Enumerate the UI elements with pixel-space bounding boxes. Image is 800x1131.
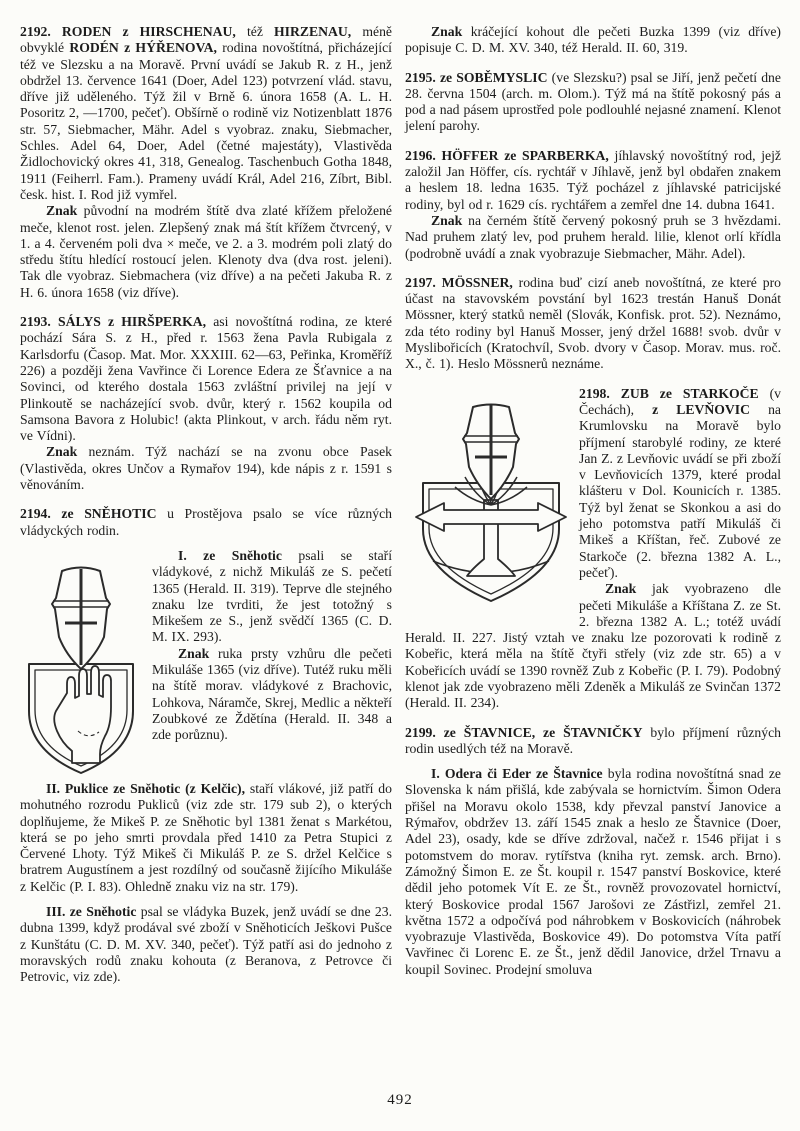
bold-text: HIRZENAU, (274, 24, 352, 39)
body-text: staří vlákové, již patří do mohutného rozrodu Pukliců (viz zde str. 179 sub 2), o kterých doplňujeme, že Mikeš P. ze Sněhotic byl 1381 ženat s Markétou, která se po jeho smrti provdala před 1410 za Petra Stupici z Červené Lhoty. Týž Mikeš či Mikuláš P. ze S. držel Kelčice s bratrem Augustínem a jest rozdílný od současně žijícího Mikuláše z Kelčic (P. I. 83). Ohledně znaku viz na str. 179). (20, 780, 392, 894)
item-III-ze-snehotic (20, 904, 392, 985)
bold-text: RODÉN z HÝŘENOVA, (69, 40, 217, 56)
body-text: neznám. Týž nachází se na zvonu obce Pasek (Vlastivěda, okres Unčov a Rymařov 194), kde nápis z r. 1591 s věnováním. (20, 444, 392, 493)
item-I-ze-snehotic (20, 548, 392, 646)
bold-text: 2199. ze ŠTAVNICE, ze ŠTAVNIČKY (405, 724, 643, 740)
znak-2196 (405, 213, 781, 262)
bold-text: 2193. SÁLYS z HIRŠPERKA, (20, 314, 207, 330)
right-column (405, 24, 781, 985)
body-text: ruka prsty vzhůru dle pečeti Mikuláše 1365 (viz dříve). Tutéž ruku měli na štítě morav. vládykové z Brachovic, Lohkova, Náramče, Skrej, Medlic a někteří Zoubkové ze Ždětína (Herald. II. 348 a zde porůznu). (152, 645, 392, 743)
helm-and-arrow-shield-drawing (413, 403, 569, 611)
body-text: byla rodina novoštítná snad ze Slovenska k nám přišlá, kde zabývala se hornictvím. Šimon Odera přišel na Moravu okolo 1538, kdy převzal panství Janovice a Rýmařov, obdržev 13. září 1545 znak a heslo ze Štavnice (Doer, Adel 23), osady, kde se dříve zdržoval, načež r. 1546 přijat i s potomstvem do morav. rytířstva (kniha ryt. zemsk. arch. Brno). Zámožný Šimon E. ze Št. koupil r. 1547 panství Boskovice, které dědil jeho potomek Vít E. ze Št., rovněž provozovatel hornictví, který Boskovice prodal 1567 Jarošovi ze Zástřizl, zemřel 21. května 1572 a odpočívá pod náhrobkem v Boskovicích (náhrobek vyobrazuje Vlastivěda, Boskovice 49). Do potomstva Víta patří Vavřinec či Lorenc E. ze Št., jenž dědil Janovice, držel Trnavu a koupil Sovinec. Prodejní smoluva (405, 766, 781, 977)
entry-2196 (405, 148, 781, 213)
bold-text: Znak (46, 444, 78, 460)
body-text: psal se vládyka Buzek, jenž uvádí se dne 23. dubna 1399, když prodával své zboží v Sněhoticích Ješkovi Pušce z Kunštátu (C. D. M. XV. 340, pečeť). Týž patří asi do jednoho z moravských rodů znaku kohouta (z Beranova, z Petrovce či Petrovic, viz zde). (20, 903, 392, 985)
bold-text: Znak (605, 581, 637, 597)
znak-2192 (20, 203, 392, 301)
entry-2199 (405, 725, 781, 758)
entry-2197 (405, 275, 781, 373)
entry-2194 (20, 506, 392, 539)
left-column (20, 24, 392, 985)
body-text: rodina novoštítná, přicházející též ve Slezsku a na Moravě. První uvádí se Jakub R. z H., jenž obdržel 13. července 1641 (Doer, Adel 123) potvrzení vlád. stavu, dříve již uděleného. Týž žil v Brně 6. února 1658 (A. L. H. Posoritz 2, —1700, pečeť). Obšírně o rodině viz Notizenblatt 1876 str. 57, Siebmacher, Mähr. Adel s vyobraz. znaku, Siebmacher, Schles. Adel 64, Doer, Adel (četné majestáty), Vlastivěda Židlochovický okres 41, 318, Genealog. Taschenbuch Gotha 1848, 1911 (Feiherrl. Fam.). Prameny uvádí Král, Adel 216, Zíbrt, Bibl. česk. hist. I. Rod již vymřel. (20, 40, 392, 202)
bold-text: Znak (431, 212, 463, 228)
body-text: původní na modrém štítě dva zlaté křížem přeložené meče, klenot rost. jelen. Zlepšený znak má štít křížem čtvrcený, v 1. a 4. červeném poli dva × meče, ve 2. a 3. modrém poli zlatý do středu štítu hledící rostoucí jelen. Klenoty dva (dva rost. jeleni). Tak dle vyobraz. Siebmachera (viz dříve) a na pečeti Jakuba R. z H. 6. února 1658 (viz dříve). (20, 203, 392, 300)
bold-text: Znak (46, 203, 78, 219)
page-number: 492 (387, 1092, 413, 1108)
bold-text: 2197. MÖSSNER, (405, 274, 513, 290)
body-text: bylo příjmení různých rodin usedlých též na Moravě. (405, 724, 781, 756)
body-text: jíhlavský novoštítný rod, jejž založil Jan Höffer, cís. rychtář v Jíhlavě, jenž byl obdařen znakem a heslem 18. ledna 1635. Týž pocházel z jíhlavské patricijské rodiny, byl od r. 1629 cís. rychtářem a zemřel dne 14. dubna 1641. (405, 147, 781, 212)
bold-text: III. ze Sněhotic (46, 903, 137, 919)
bold-text: II. Puklice ze Sněhotic (z Kelčic), (46, 780, 246, 796)
bold-text: Znak (431, 24, 463, 39)
body-text: na Krumlovsku na Moravě bylo příjmení starobylé rodiny, ze které Jan Z. z Levňovic uvádí se při zboží v Levňovicích 1379, které prodal klášteru v Dol. Kounicích r. 1385. Týž byl ženat se Skonkou a asi do jeho potomstva patří Mikuláš či Mikeš a Kříštan, řeč. Zubové ze Starkoče (2. března 1382 A. L., pečeť). (579, 401, 781, 580)
body-text: psali se staří vládykové, z nichž Mikuláš ze S. pečetí 1365 (Herald. II. 319). Teprve dle stejného znaku lze tvrditi, že jest totožný s Mikešem ze S., jenž svědčí 1365 (C. D. M. IX. 293). (152, 547, 393, 645)
item-II-puklice (20, 781, 392, 895)
body-text: rodina buď cizí aneb novoštítná, ze které pro účast na stavovském povstání byl 1623 trestán Hanuš Donát Mössner, který statků neměl (Slovák, Konfisk. prot. 52). Neznámo, zda této rodiny byl Hanuš Mosser, jený držel 1688! svob. dvůr v Myslibořicích (Kratochvíl, Svob. dvory v Časop. Morav. mus. roč. X., č. 1). Heslo Mössnerů neznáme. (405, 274, 781, 372)
entry-2193 (20, 314, 392, 444)
body-text: též (235, 24, 275, 39)
body-text: kráčející kohout dle pečeti Buzka 1399 (viz dříve) popisuje C. D. M. XV. 340, též Herald. II. 60, 319. (405, 24, 781, 56)
bold-text: I. Odera či Eder ze Štavnice (431, 766, 603, 782)
bold-text: 2194. ze SNĚHOTIC (20, 506, 157, 522)
bold-text: z LEVŇOVIC (652, 401, 751, 417)
bold-text: I. ze Sněhotic (178, 547, 282, 563)
coat-of-arms-helm-over-shield-with-double-arrow-and-plant (413, 403, 569, 611)
item-I-odera (405, 766, 781, 978)
bold-text: 2195. ze SOBĚMYSLIC (405, 69, 548, 85)
body-text: na černém štítě červený pokosný pruh se 3 hvězdami. Nad pruhem zlatý lev, pod pruhem herald. lilie, klenot orlí křídla (podrobně uvádí a znak vyobrazuje Siebmacher, Mähr. Adel). (405, 212, 781, 261)
bold-text: Znak (178, 645, 210, 661)
entry-2195 (405, 70, 781, 135)
helm-and-hand-shield-drawing (22, 565, 140, 777)
body-text: jak vyobrazeno dle pečeti Mikuláše a Kříštana Z. ze St. 2. března 1382 A. L.; totéž uvádí Herald. II. 227. Jistý vztah ve znaku lze pozorovati k rodině z Kobeřic, která měla na štítě čtyři střely (viz zde str. 65) a v Kobeřicích uvádí se 1390 rovněž Zub z Kobeřic (P. I. 79). Podobný klenot jak zde vyobrazeno měli Zdeněk a Mikuláš ze Svinčan 1372 (Herald. II. 234). (405, 581, 781, 711)
body-text: u Prostějova psalo se více různých vládyckých rodin. (20, 506, 392, 538)
entry-2198 (405, 386, 781, 582)
bold-text: 2198. ZUB ze STARKOČE (579, 385, 759, 401)
bold-text: 2192. RODEN z HIRSCHENAU, (20, 24, 236, 39)
body-text: asi novoštítná rodina, ze které pochází Sára S. z H., před r. 1563 žena Pavla Rubigala z Karlsdorfu (Časop. Mat. Mor. XXXIII. 62—63, Peřinka, Kroměříž 226) a později žena Vavřince či Lorence Edera ze Šťavnice a na Sovinci, od kterého dostala 1563 zvláštní privilej na její v Plinkoutě se nacházející svob. dvůr, který r. 1562 koupila od Samsona Bavora z Holubic! (akta Plinkout, v arch. řádu něm ryt. ve Vídni). (20, 314, 392, 444)
entry-2192 (20, 24, 392, 203)
body-text: (ve Slezsku?) psal se Jiří, jenž pečetí dne 28. června 1504 (arch. m. Olom.). Týž má na štítě pokosný pás a pod a nad pásem uprostřed pole podlouhlé nejasné znamení. Klenot jelení parohy. (405, 69, 781, 134)
znak-2193 (20, 444, 392, 493)
body-text: méně obvyklé (20, 24, 392, 56)
body-text: (v Čechách), (579, 385, 781, 417)
znak-2194-III (405, 24, 781, 57)
coat-of-arms-helm-over-shield-with-open-hand (22, 565, 140, 777)
bold-text: 2196. HÖFFER ze SPARBERKA, (405, 147, 609, 163)
